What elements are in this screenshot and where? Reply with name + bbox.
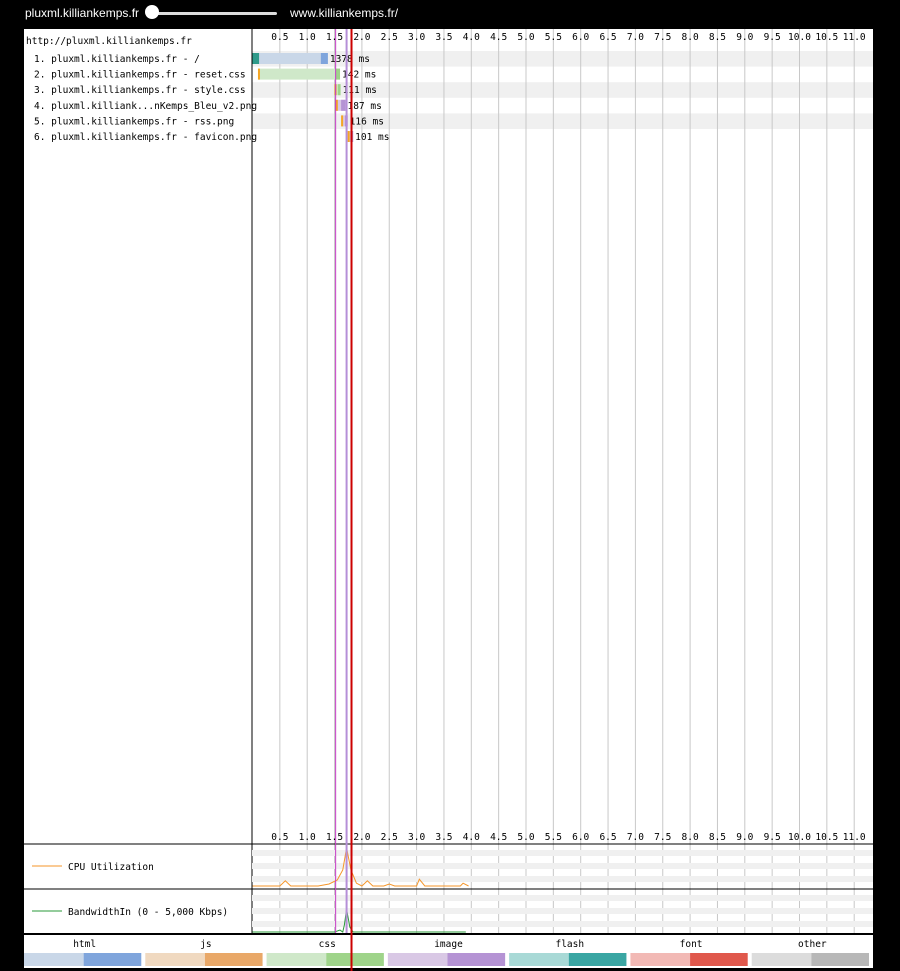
legend-swatch-dark [569,953,627,966]
request-duration-label: 101 ms [355,132,390,143]
request-label: 3. pluxml.killiankemps.fr - style.css [34,85,246,97]
tick-label-top: 4.0 [462,32,480,43]
tick-label-top: 5.0 [517,32,535,43]
tick-label-top: 5.5 [544,32,562,43]
tick-label-top: 6.5 [599,32,617,43]
legend-label-flash: flash [555,939,585,950]
legend-swatch-light [145,953,205,966]
tick-label-top: 1.0 [298,32,316,43]
tick-label-bottom: 3.5 [435,832,453,843]
tick-label-bottom: 1.5 [325,832,344,843]
legend-swatch-light [752,953,812,966]
tick-label-bottom: 6.0 [572,832,590,843]
tick-label-top: 2.0 [353,32,371,43]
tick-label-bottom: 8.5 [708,832,727,843]
request-label: 2. pluxml.killiankemps.fr - reset.css [34,69,246,81]
tick-label-top: 3.0 [408,32,426,43]
legend-label-css: css [318,939,336,950]
legend-swatch-dark [448,953,506,966]
tick-label-top: 7.0 [626,32,644,43]
tick-label-bottom: 4.0 [462,832,480,843]
tick-label-top: 3.5 [435,32,453,43]
request-connect-bar [258,69,260,80]
tick-label-bottom: 0.5 [271,832,289,843]
legend-label-js: js [200,939,212,950]
request-label: 1. pluxml.killiankemps.fr - / [34,54,200,65]
tick-label-bottom: 9.5 [763,832,781,843]
tick-label-bottom: 2.0 [353,832,371,843]
tick-label-top: 7.5 [654,32,672,43]
request-connect-bar [341,115,343,126]
legend-swatch-light [630,953,690,966]
tick-label-top: 11.0 [842,32,866,43]
request-connect-bar [253,53,260,64]
tick-label-top: 2.5 [380,32,398,43]
cpu-stripe [252,876,873,882]
tick-label-bottom: 11.0 [842,832,866,843]
legend-swatch-dark [811,953,869,966]
tick-label-bottom: 5.0 [517,832,535,843]
request-download-bar [341,100,345,111]
tick-label-bottom: 8.0 [681,832,699,843]
tick-label-bottom: 6.5 [599,832,617,843]
tick-label-bottom: 3.0 [408,832,426,843]
chart-background [24,29,873,933]
legend-label-other: other [798,939,827,950]
legend-label-font: font [679,939,703,950]
tick-label-top: 1.5 [325,32,344,43]
tick-label-bottom: 1.0 [298,832,316,843]
bandwidth-in-label: BandwidthIn (0 - 5,000 Kbps) [68,907,229,918]
tick-label-top: 9.5 [763,32,781,43]
legend-label-image: image [434,939,463,950]
cpu-utilization-label: CPU Utilization [68,862,154,873]
legend-swatch-light [509,953,569,966]
tick-label-top: 4.5 [490,32,508,43]
tick-label-bottom: 7.5 [654,832,672,843]
tick-label-bottom: 10.0 [788,832,811,843]
legend-swatch-dark [205,953,263,966]
request-connect-bar [348,131,350,142]
page-url-label: http://pluxml.killiankemps.fr [26,36,192,47]
request-label: 6. pluxml.killiankemps.fr - favicon.png [34,132,258,143]
tick-label-top: 10.5 [815,32,839,43]
legend-swatch-dark [84,953,142,966]
request-bar [253,53,328,64]
tick-label-top: 9.0 [736,32,754,43]
request-duration-label: 142 ms [342,69,377,81]
request-duration-label: 1378 ms [329,54,370,65]
right-url-label: www.killiankemps.fr/ [290,6,399,20]
request-download-bar [321,53,328,64]
legend-swatch-light [267,953,327,966]
tick-label-bottom: 7.0 [626,832,644,843]
tick-label-top: 8.5 [708,32,727,43]
legend-label-html: html [73,939,97,950]
tick-label-bottom: 5.5 [544,832,562,843]
tick-label-bottom: 4.5 [490,832,508,843]
tick-label-bottom: 2.5 [380,832,398,843]
tick-label-bottom: 9.0 [736,832,754,843]
tick-label-top: 10.0 [788,32,811,43]
request-duration-label: 111 ms [342,85,377,97]
request-download-bar [336,69,340,80]
cpu-stripe [252,863,873,869]
tick-label-bottom: 10.5 [815,832,839,843]
request-duration-label: 187 ms [347,100,382,112]
request-duration-label: 116 ms [349,116,385,128]
tick-label-top: 6.0 [572,32,590,43]
legend-swatch-light [388,953,448,966]
tick-label-top: 8.0 [681,32,699,43]
legend-swatch-dark [326,953,384,966]
bandwidth-stripe [252,908,873,914]
request-download-bar [338,84,341,95]
tick-label-top: 0.5 [271,32,289,43]
bandwidth-stripe [252,895,873,901]
request-bar [258,69,340,80]
request-label: 4. pluxml.killiank...nKemps_Bleu_v2.png [34,100,258,112]
legend-swatch-light [24,953,84,966]
legend-swatch-dark [690,953,748,966]
left-url-label: pluxml.killiankemps.fr [25,6,140,20]
request-label: 5. pluxml.killiankemps.fr - rss.png [34,116,235,128]
